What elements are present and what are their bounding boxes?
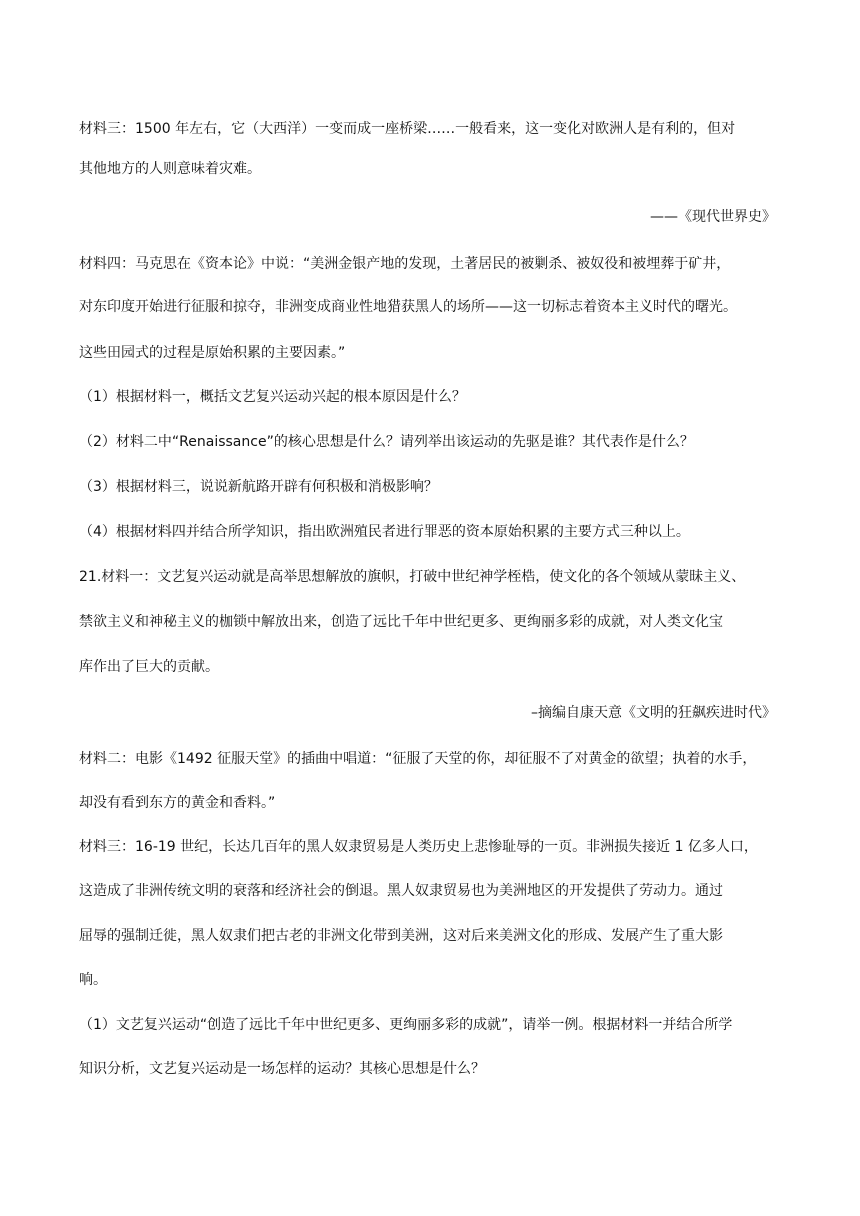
text-line: 却没有看到东方的黄金和香料。” xyxy=(79,795,276,811)
source-citation: ——《现代世界史》 xyxy=(650,209,776,225)
text-line: 材料四：马克思在《资本论》中说：“美洲金银产地的发现，土著居民的被剿杀、被奴役和被埋葬于矿井， xyxy=(79,256,731,272)
question-line: （3）根据材料三，说说新航路开辟有何积极和消极影响？ xyxy=(79,479,438,495)
text-line: 材料三：16-19 世纪，长达几百年的黑人奴隶贸易是人类历史上悲惨耻辱的一页。非洲损失接近 1 亿多人口， xyxy=(79,839,758,855)
source-citation: –摘编自康天意《文明的狂飙疾进时代》 xyxy=(531,705,776,721)
text-line: 屈辱的强制迁徙，黑人奴隶们把古老的非洲文化带到美洲，这对后来美洲文化的形成、发展产生了重大影 xyxy=(79,928,723,944)
question-line: （2）材料二中“Renaissance”的核心思想是什么？请列举出该运动的先驱是谁？其代表作是什么？ xyxy=(79,434,694,450)
text-line: 这些田园式的过程是原始积累的主要因素。” xyxy=(79,345,346,361)
text-line: 其他地方的人则意味着灾难。 xyxy=(79,161,261,177)
text-line: 材料三：1500 年左右，它（大西洋）一变而成一座桥梁……一般看来，这一变化对欧洲人是有利的，但对 xyxy=(79,121,736,137)
question-line: 知识分析，文艺复兴运动是一场怎样的运动？其核心思想是什么？ xyxy=(79,1061,485,1077)
text-line: 材料二：电影《1492 征服天堂》的插曲中唱道：“征服了天堂的你，却征服不了对黄金的欲望；执着的水手， xyxy=(79,751,757,767)
text-line: 禁欲主义和神秘主义的枷锁中解放出来，创造了远比千年中世纪更多、更绚丽多彩的成就，对人类文化宝 xyxy=(79,614,723,630)
text-line: 响。 xyxy=(79,972,107,988)
question-line: （4）根据材料四并结合所学知识，指出欧洲殖民者进行罪恶的资本原始积累的主要方式三种以上。 xyxy=(79,524,690,540)
question-line: （1）文艺复兴运动“创造了远比千年中世纪更多、更绚丽多彩的成就”，请举一例。根据材料一并结合所学 xyxy=(79,1017,733,1033)
question-line: （1）根据材料一，概括文艺复兴运动兴起的根本原因是什么？ xyxy=(79,389,466,405)
text-line: 这造成了非洲传统文明的衰落和经济社会的倒退。黑人奴隶贸易也为美洲地区的开发提供了劳动力。通过 xyxy=(79,883,723,899)
text-line: 21.材料一：文艺复兴运动就是高举思想解放的旗帜，打破中世纪神学桎梏，使文化的各个领域从蒙昧主义、 xyxy=(79,569,746,585)
text-line: 库作出了巨大的贡献。 xyxy=(79,659,219,675)
text-line: 对东印度开始进行征服和掠夺，非洲变成商业性地猎获黑人的场所——这一切标志着资本主义时代的曙光。 xyxy=(79,299,737,315)
